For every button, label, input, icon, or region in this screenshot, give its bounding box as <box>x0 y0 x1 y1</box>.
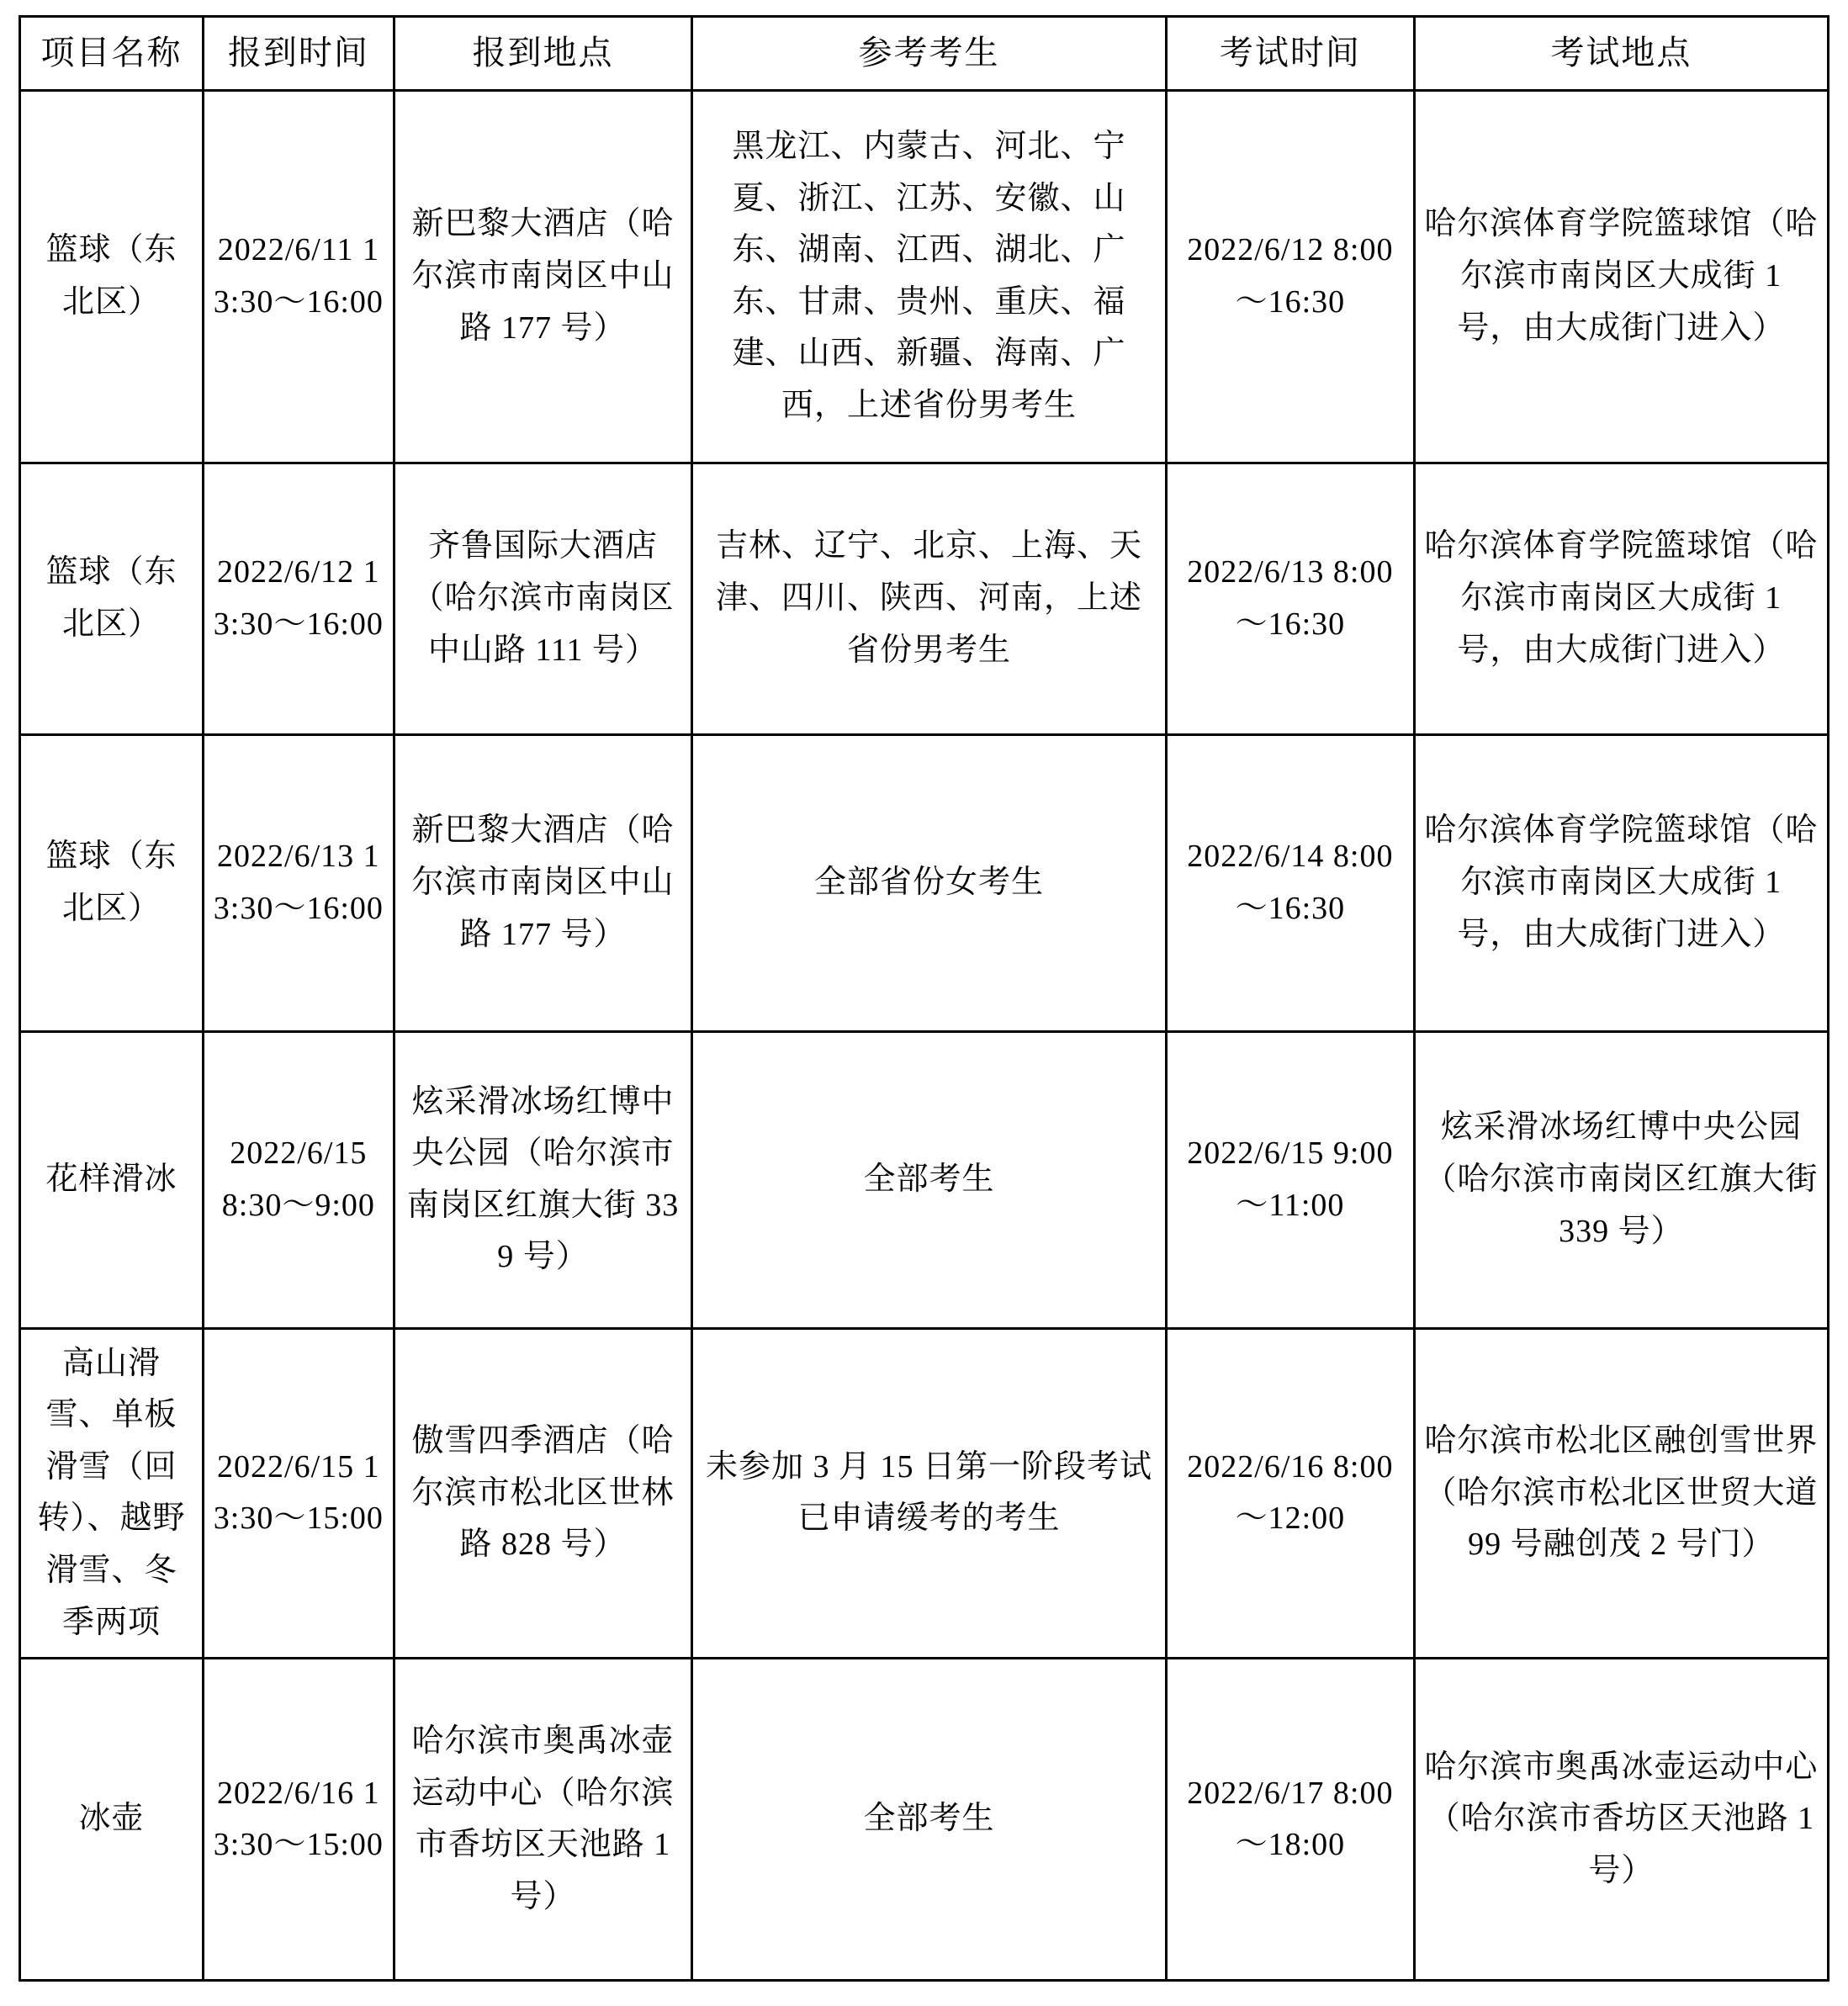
cell-project: 冰壶 <box>20 1659 204 1981</box>
table-row <box>20 734 1829 1031</box>
cell-exam-time: 2022/6/14 8:00～16:30 <box>1166 734 1414 1031</box>
table-row <box>20 1031 1829 1328</box>
cell-reg-place: 哈尔滨市奥禹冰壶运动中心（哈尔滨市香坊区天池路 1 号） <box>394 1659 691 1981</box>
cell-exam-place: 哈尔滨体育学院篮球馆（哈尔滨市南岗区大成街 1 号，由大成街门进入） <box>1414 90 1828 463</box>
cell-exam-place: 哈尔滨市松北区融创雪世界（哈尔滨市松北区世贸大道 99 号融创茂 2 号门） <box>1414 1328 1828 1658</box>
table-row <box>20 90 1829 463</box>
table-body <box>20 90 1829 1980</box>
column-header-exam-place: 考试地点 <box>1414 17 1828 91</box>
cell-students: 全部考生 <box>692 1659 1167 1981</box>
cell-exam-time: 2022/6/16 8:00～12:00 <box>1166 1328 1414 1658</box>
cell-reg-time: 2022/6/16 13:30～15:00 <box>203 1659 394 1981</box>
cell-exam-time: 2022/6/12 8:00～16:30 <box>1166 90 1414 463</box>
cell-project: 篮球（东北区） <box>20 90 204 463</box>
column-header-reg-time: 报到时间 <box>203 17 394 91</box>
table-row <box>20 1328 1829 1658</box>
cell-exam-place: 哈尔滨市奥禹冰壶运动中心（哈尔滨市香坊区天池路 1 号） <box>1414 1659 1828 1981</box>
column-header-project: 项目名称 <box>20 17 204 91</box>
cell-exam-time: 2022/6/17 8:00～18:00 <box>1166 1659 1414 1981</box>
cell-exam-place: 哈尔滨体育学院篮球馆（哈尔滨市南岗区大成街 1 号，由大成街门进入） <box>1414 463 1828 734</box>
cell-students: 黑龙江、内蒙古、河北、宁夏、浙江、江苏、安徽、山东、湖南、江西、湖北、广东、甘肃、贵州、重庆、福建、山西、新疆、海南、广西，上述省份男考生 <box>692 90 1167 463</box>
table-row <box>20 463 1829 734</box>
column-header-reg-place: 报到地点 <box>394 17 691 91</box>
header-row <box>20 17 1829 91</box>
cell-reg-place: 傲雪四季酒店（哈尔滨市松北区世林路 828 号） <box>394 1328 691 1658</box>
cell-students: 吉林、辽宁、北京、上海、天津、四川、陕西、河南，上述省份男考生 <box>692 463 1167 734</box>
cell-project: 花样滑冰 <box>20 1031 204 1328</box>
cell-exam-place: 炫采滑冰场红博中央公园（哈尔滨市南岗区红旗大街 339 号） <box>1414 1031 1828 1328</box>
cell-students: 全部考生 <box>692 1031 1167 1328</box>
cell-reg-place: 炫采滑冰场红博中央公园（哈尔滨市南岗区红旗大街 339 号） <box>394 1031 691 1328</box>
cell-reg-time: 2022/6/13 13:30～16:00 <box>203 734 394 1031</box>
column-header-students: 参考考生 <box>692 17 1167 91</box>
cell-reg-place: 新巴黎大酒店（哈尔滨市南岗区中山路 177 号） <box>394 90 691 463</box>
table-row <box>20 1659 1829 1981</box>
cell-reg-time: 2022/6/11 13:30～16:00 <box>203 90 394 463</box>
cell-reg-time: 2022/6/15 8:30～9:00 <box>203 1031 394 1328</box>
cell-reg-time: 2022/6/12 13:30～16:00 <box>203 463 394 734</box>
cell-project: 高山滑雪、单板滑雪（回转）、越野滑雪、冬季两项 <box>20 1328 204 1658</box>
cell-reg-place: 新巴黎大酒店（哈尔滨市南岗区中山路 177 号） <box>394 734 691 1031</box>
cell-students: 全部省份女考生 <box>692 734 1167 1031</box>
cell-students: 未参加 3 月 15 日第一阶段考试已申请缓考的考生 <box>692 1328 1167 1658</box>
cell-reg-time: 2022/6/15 13:30～15:00 <box>203 1328 394 1658</box>
cell-project: 篮球（东北区） <box>20 734 204 1031</box>
cell-exam-time: 2022/6/15 9:00～11:00 <box>1166 1031 1414 1328</box>
exam-schedule-table <box>19 15 1829 1982</box>
cell-reg-place: 齐鲁国际大酒店（哈尔滨市南岗区中山路 111 号） <box>394 463 691 734</box>
cell-exam-time: 2022/6/13 8:00～16:30 <box>1166 463 1414 734</box>
column-header-exam-time: 考试时间 <box>1166 17 1414 91</box>
cell-project: 篮球（东北区） <box>20 463 204 734</box>
cell-exam-place: 哈尔滨体育学院篮球馆（哈尔滨市南岗区大成街 1 号，由大成街门进入） <box>1414 734 1828 1031</box>
table-header <box>20 17 1829 91</box>
